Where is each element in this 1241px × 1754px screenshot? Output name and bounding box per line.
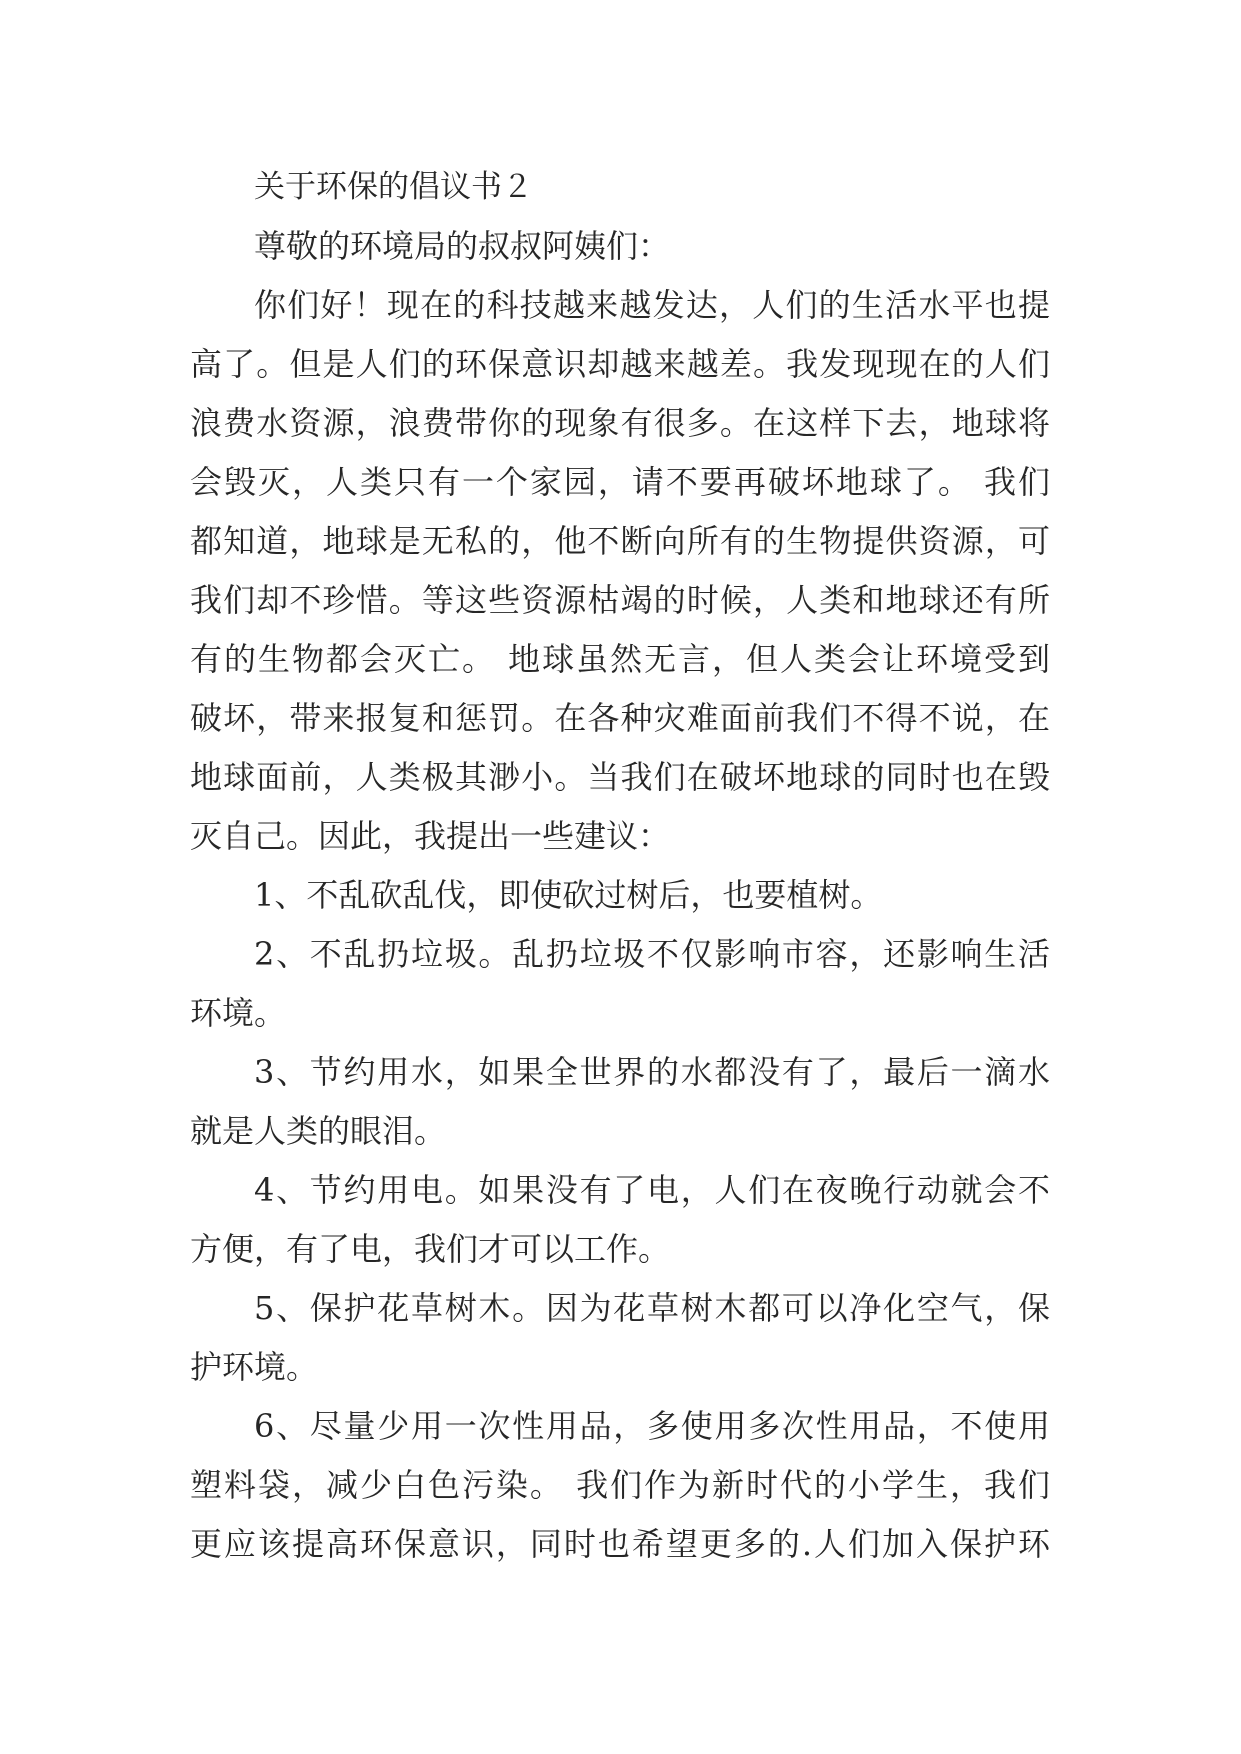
salutation: 尊敬的环境局的叔叔阿姨们： [254,227,671,265]
suggestion-item: 2、不乱扔垃圾。乱扔垃圾不仅影响市容，还影响生活 [254,935,1050,973]
body-line: 灭自己。因此，我提出一些建议： [190,817,671,855]
body-line: 我们却不珍惜。等这些资源枯竭的时候，人类和地球还有所 [190,581,1050,619]
body-line: 高了。但是人们的环保意识却越来越差。我发现现在的人们 [190,345,1050,383]
body-line: 会毁灭，人类只有一个家园，请不要再破坏地球了。 我们 [190,463,1050,501]
suggestion-item: 5、保护花草树木。因为花草树木都可以净化空气，保 [254,1289,1050,1327]
suggestion-item-continuation: 环境。 [190,994,287,1032]
suggestion-item-continuation: 护环境。 [190,1348,319,1386]
body-line: 都知道，地球是无私的，他不断向所有的生物提供资源，可 [190,522,1050,560]
body-line: 更应该提高环保意识，同时也希望更多的.人们加入保护环 [190,1525,1050,1563]
suggestion-item: 3、节约用水，如果全世界的水都没有了，最后一滴水 [254,1053,1050,1091]
body-line: 破坏，带来报复和惩罚。在各种灾难面前我们不得不说，在 [190,699,1050,737]
document-body [190,158,1050,1574]
suggestion-item-continuation: 塑料袋，减少白色污染。 我们作为新时代的小学生，我们 [190,1466,1050,1504]
body-line: 你们好！现在的科技越来越发达，人们的生活水平也提 [254,286,1050,324]
document-title: 关于环保的倡议书２ [254,169,533,205]
suggestion-item-continuation: 方便，有了电，我们才可以工作。 [190,1230,671,1268]
body-line: 浪费水资源，浪费带你的现象有很多。在这样下去，地球将 [190,404,1050,442]
body-line: 有的生物都会灭亡。 地球虽然无言，但人类会让环境受到 [190,640,1050,678]
body-line: 地球面前，人类极其渺小。当我们在破坏地球的同时也在毁 [190,758,1050,796]
suggestion-item-continuation: 就是人类的眼泪。 [190,1112,447,1150]
suggestion-item: 4、节约用电。如果没有了电，人们在夜晚行动就会不 [254,1171,1050,1209]
suggestion-item: 1、不乱砍乱伐，即使砍过树后，也要植树。 [254,876,883,914]
suggestion-item: 6、尽量少用一次性用品，多使用多次性用品，不使用 [254,1407,1050,1445]
